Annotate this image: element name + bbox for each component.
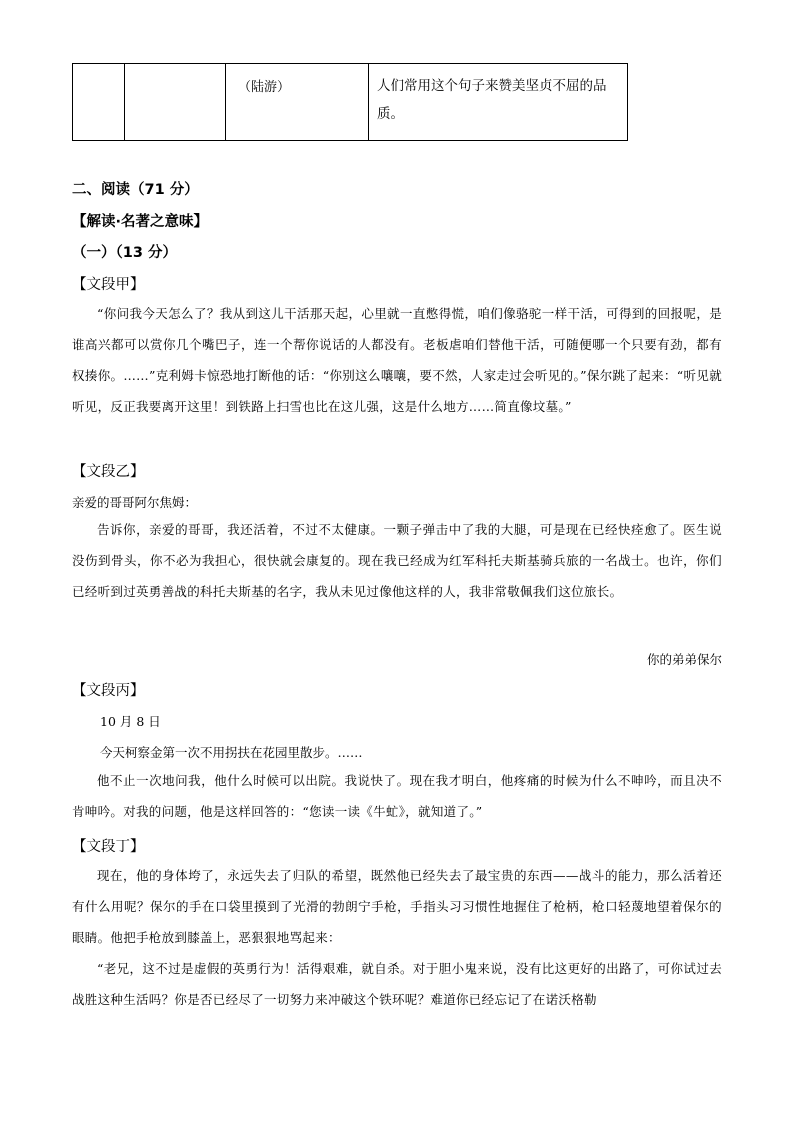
passage-c-date: 10 月 8 日 <box>100 714 161 729</box>
author-text: （陆游） <box>238 80 291 95</box>
passage-d-text1: 现在，他的身体垮了，永远失去了归队的希望，既然他已经失去了最宝贵的东西——战斗的能力，那么活着还有什么用呢？保尔的手在口袋里摸到了光滑的勃朗宁手枪，手指头习习惯性地握住了枪柄，枪口轻蔑地望着保尔的眼睛。他把手枪放到膝盖上，恶狠狠地骂起来： <box>72 868 722 945</box>
passage-c-text: 他不止一次地问我，他什么时候可以出院。我说快了。现在我才明白，他疼痛的时候为什么不呻吟，而且决不肯呻吟。对我的问题，他是这样回答的：“您读一读《牛虻》，就知道了。” <box>72 773 722 819</box>
passage-d-label: 【文段丁】 <box>72 839 145 855</box>
passage-b-salutation: 亲爱的哥哥阿尔焦姆： <box>72 495 198 510</box>
subheading: 【解读·名著之意味】 <box>72 214 209 230</box>
part-heading: （一）（13 分） <box>72 245 177 261</box>
passage-b-signature: 你的弟弟保尔 <box>646 652 722 667</box>
passage-b-label: 【文段乙】 <box>72 464 145 480</box>
passage-b-text: 告诉你，亲爱的哥哥，我还活着，不过不太健康。一颗子弹击中了我的大腿，可是现在已经快痊愈了。医生说没伤到骨头，你不必为我担心，很快就会康复的。现在我已经成为红军科托夫斯基骑兵旅的一名战士。也许，你们已经听到过英勇善战的科托夫斯基的名字，我从未见过像他这样的人，我非常敬佩我们这位旅长。 <box>72 522 722 599</box>
passage-a-label: 【文段甲】 <box>72 277 145 293</box>
table-cell <box>125 64 226 140</box>
passage-c-line1: 今天柯察金第一次不用拐扶在花园里散步。…… <box>100 745 363 760</box>
table-cell-note: 人们常用这个句子来赞美坚贞不屈的品质。 <box>377 78 607 122</box>
passage-c-label: 【文段丙】 <box>72 683 145 699</box>
passage-d-text2: “老兄，这不过是虚假的英勇行为！活得艰难，就自杀。对于胆小鬼来说，没有比这更好的出路了，可你试过去战胜这种生活吗？你是否已经尽了一切努力来冲破这个铁环呢？难道你已经忘记了在诺沃格勒 <box>72 961 722 1007</box>
table-cell-author <box>226 64 369 140</box>
section-heading: 二、阅读（71 分） <box>72 182 199 198</box>
table-fragment <box>72 63 628 141</box>
passage-a-text: “你问我今天怎么了？我从到这儿干活那天起，心里就一直憋得慌，咱们像骆驼一样干活，可得到的回报呢，是谁高兴都可以赏你几个嘴巴子，连一个帮你说话的人都没有。老板虐咱们替他干活，可随便哪一个只要有劲，都有权揍你。……”克利姆卡惊恐地打断他的话：“你别这么嚷嚷，要不然，人家走过会听见的。”保尔跳了起来：“听见就听见，反正我要离开这里！到铁路上扫雪也比在这儿强，这是什么地方……简直像坟墓。” <box>72 306 722 414</box>
table-cell <box>73 64 125 140</box>
